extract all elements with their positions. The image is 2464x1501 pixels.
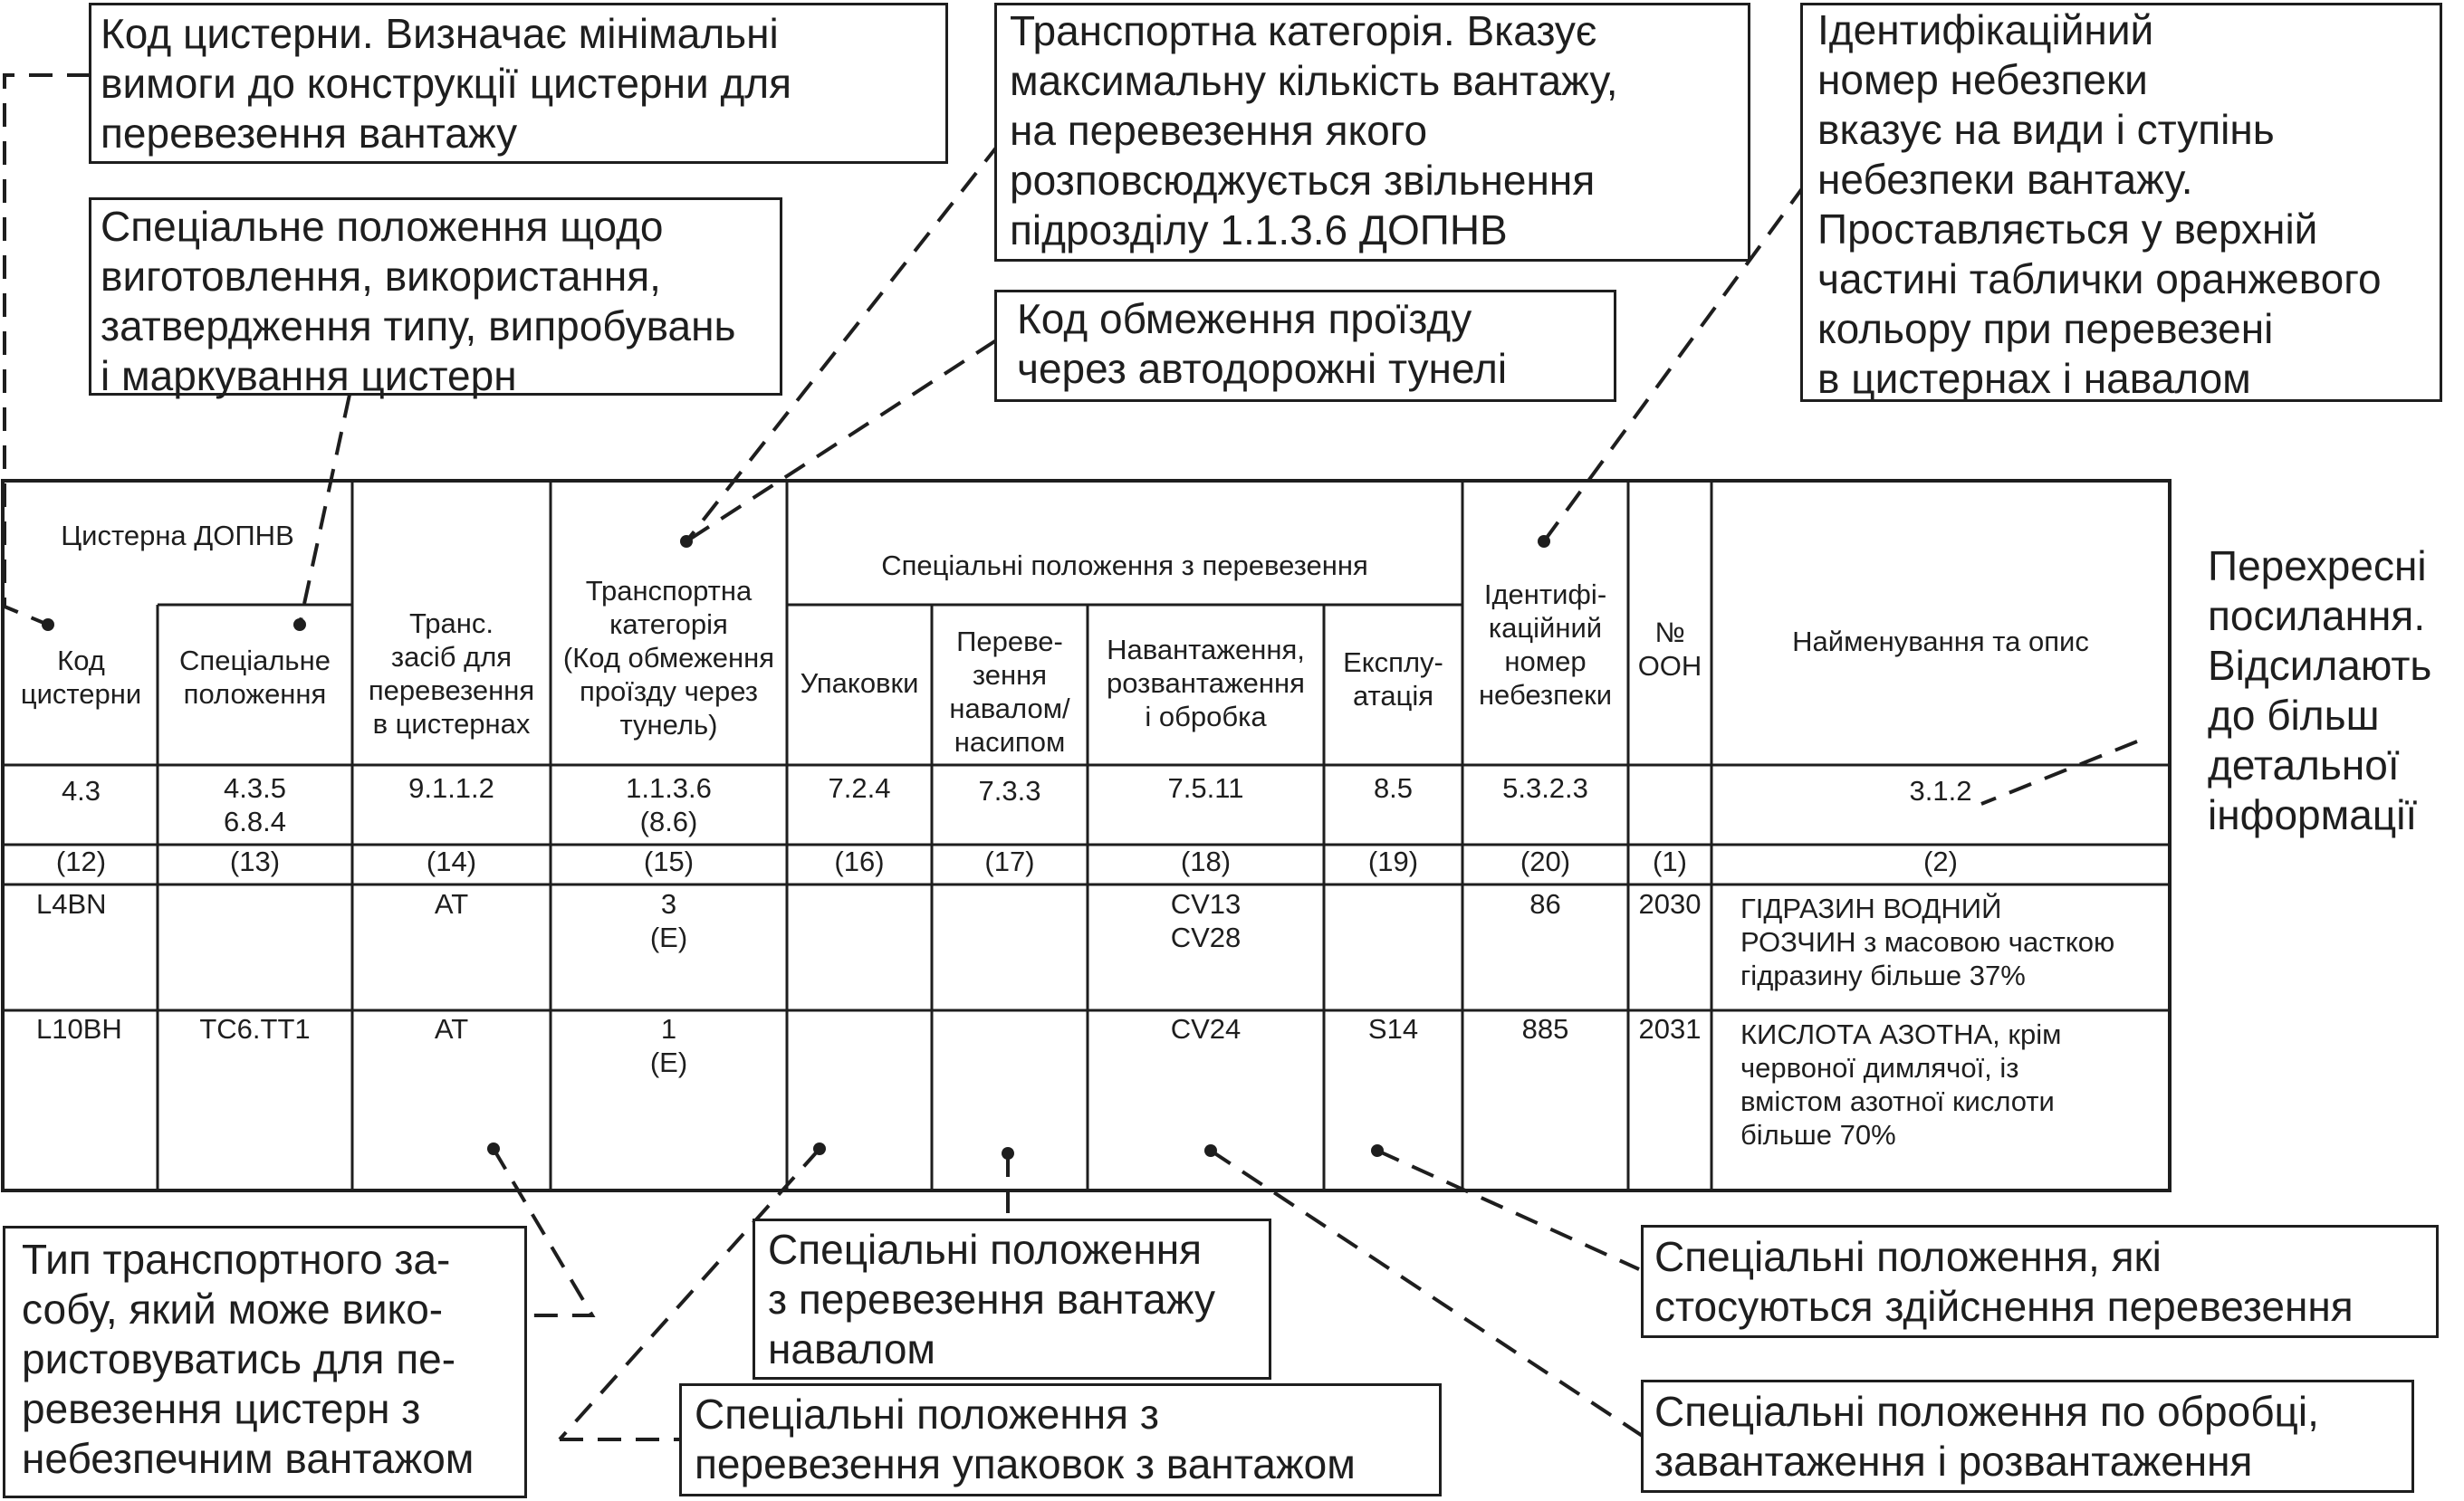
header-transport-category: Транспортна категорія (Код обмеження проїзду через тунель) bbox=[562, 575, 775, 741]
header-tank-code: Код цистерни bbox=[20, 645, 142, 710]
callout-handling bbox=[1641, 1380, 2414, 1493]
callout-tunnel-code bbox=[994, 290, 1616, 402]
callout-tunnel-code-text: Код обмеження проїзду через автодорожні тунелі bbox=[1017, 295, 1508, 392]
header-hazard: Ідентифі- каційний номер небезпеки bbox=[1478, 578, 1613, 711]
group-tank-header: Цистерна ДОПНВ bbox=[61, 520, 294, 551]
callout-packages-text: Спеціальні положення з перевезення упаковок з вантажом bbox=[695, 1391, 1356, 1487]
col-number: (16) bbox=[834, 846, 885, 877]
col-number: (12) bbox=[55, 846, 107, 877]
callout-operation-text: Спеціальні положення, які стосуються здійснення перевезення bbox=[1654, 1233, 2354, 1330]
col-number: (15) bbox=[643, 846, 695, 877]
callout-special-provisions-tank-text: Спеціальне положення щодо виготовлення, використання, затвердження типу, випробувань і маркування цистерн bbox=[101, 203, 736, 399]
header-name: Найменування та опис bbox=[1792, 626, 2089, 657]
ref-cell: 7.3.3 bbox=[978, 775, 1041, 807]
row2-vehicle: AT bbox=[434, 1013, 469, 1045]
ref-cell-cross-ref: 3.1.2 bbox=[1909, 775, 1972, 807]
callout-special-provisions-tank bbox=[89, 197, 782, 399]
anchor-dot bbox=[1002, 1147, 1014, 1160]
col-number: (1) bbox=[1653, 846, 1687, 877]
row1-un: 2030 bbox=[1638, 888, 1702, 920]
callout-vehicle-type-text: Тип транспортного за- собу, який може вико- ристовуватись для пе- ревезення цистерн з небезпечним вантажом bbox=[22, 1236, 475, 1482]
callout-bulk bbox=[753, 1219, 1271, 1380]
header-loading: Навантаження, розвантаження і обробка bbox=[1107, 634, 1305, 732]
row1-tank-code: L4BN bbox=[36, 888, 107, 920]
anchor-dot bbox=[487, 1142, 500, 1155]
row2-operation: S14 bbox=[1367, 1013, 1419, 1045]
callout-bulk-text: Спеціальні положення з перевезення вантажу навалом bbox=[768, 1226, 1216, 1372]
group-special-header: Спеціальні положення з перевезення bbox=[881, 550, 1368, 581]
callout-transport-category bbox=[994, 3, 1750, 262]
callout-handling-text: Спеціальні положення по обробці, завантаження і розвантаження bbox=[1654, 1388, 2319, 1485]
ref-cell: 4.3 bbox=[61, 775, 101, 807]
ref-cell: 8.5 bbox=[1373, 772, 1414, 804]
col-number: (14) bbox=[426, 846, 477, 877]
header-operation: Експлу- атація bbox=[1343, 646, 1443, 712]
ref-cell: 7.2.4 bbox=[828, 772, 891, 804]
row2-loading: CV24 bbox=[1170, 1013, 1242, 1045]
anchor-dot bbox=[1204, 1144, 1217, 1157]
callout-packages bbox=[679, 1383, 1442, 1496]
header-vehicle: Транс. засіб для перевезення в цистернах bbox=[368, 607, 535, 740]
col-number: (18) bbox=[1180, 846, 1232, 877]
leader-operation bbox=[1377, 1151, 1639, 1269]
anchor-dot bbox=[1538, 535, 1550, 548]
row2-un: 2031 bbox=[1638, 1013, 1702, 1045]
header-bulk: Переве- зення навалом/ насипом bbox=[949, 626, 1070, 758]
callout-vehicle-type bbox=[3, 1226, 527, 1498]
row2-tank-code: L10BH bbox=[36, 1013, 122, 1045]
anchor-dot bbox=[1371, 1144, 1384, 1157]
row1-loading: CV13 CV28 bbox=[1170, 888, 1242, 953]
callout-transport-category-text: Транспортна категорія. Вказує максимальну кількість вантажу, на перевезення якого розповсюджується звільнення підрозділу 1.1.3.6 ДОПНВ bbox=[1010, 7, 1618, 253]
col-number: (19) bbox=[1367, 846, 1419, 877]
row2-hazard: 885 bbox=[1521, 1013, 1569, 1045]
ref-cell: 4.3.5 6.8.4 bbox=[224, 772, 286, 837]
callout-operation bbox=[1641, 1225, 2439, 1338]
ref-cell: 7.5.11 bbox=[1167, 772, 1244, 804]
row1-name: ГІДРАЗИН ВОДНИЙ РОЗЧИН з масовою часткою гідразину більше 37% bbox=[1740, 893, 2115, 991]
callout-hazard-id-text: Ідентифікаційний номер небезпеки вказує на види і ступінь небезпеки вантажу. Проставляється у верхній частині таблички оранжевого кольору при перевезені в цистернах і навалом bbox=[1817, 6, 2382, 402]
row1-hazard: 86 bbox=[1529, 888, 1561, 920]
row2-special: TC6.TT1 bbox=[199, 1013, 311, 1045]
anchor-dot bbox=[42, 618, 54, 631]
ref-cell: 1.1.3.6 (8.6) bbox=[626, 772, 712, 837]
callout-tank-code-text: Код цистерни. Визначає мінімальні вимоги до конструкції цистерни для перевезення вантажу bbox=[101, 10, 792, 157]
col-number: (17) bbox=[984, 846, 1035, 877]
row2-transport-category: 1 (E) bbox=[649, 1013, 688, 1078]
anchor-dot bbox=[293, 618, 306, 631]
row1-transport-category: 3 (E) bbox=[649, 888, 688, 953]
col-number: (13) bbox=[229, 846, 281, 877]
callout-cross-ref-text: Перехресні посилання. Відсилають до більш детальної інформації bbox=[2208, 542, 2432, 838]
row1-vehicle: AT bbox=[434, 888, 469, 920]
callout-cross-ref bbox=[2190, 540, 2461, 856]
anchor-dot bbox=[680, 535, 693, 548]
leader-special-tank bbox=[300, 395, 350, 625]
callout-tank-code bbox=[89, 3, 948, 164]
ref-cell: 9.1.1.2 bbox=[408, 772, 494, 804]
col-number: (2) bbox=[1923, 846, 1958, 877]
header-un: № ООН bbox=[1637, 617, 1702, 682]
col-number: (20) bbox=[1520, 846, 1571, 877]
callout-hazard-id bbox=[1800, 3, 2442, 402]
anchor-dot bbox=[813, 1142, 826, 1155]
header-packages: Упаковки bbox=[800, 667, 919, 699]
header-special-provision: Спеціальне положення bbox=[179, 645, 331, 710]
ref-cell: 5.3.2.3 bbox=[1502, 772, 1588, 804]
row2-name: КИСЛОТА АЗОТНА, крім червоної димлячої, із вмістом азотної кислоти більше 70% bbox=[1740, 1018, 2062, 1151]
